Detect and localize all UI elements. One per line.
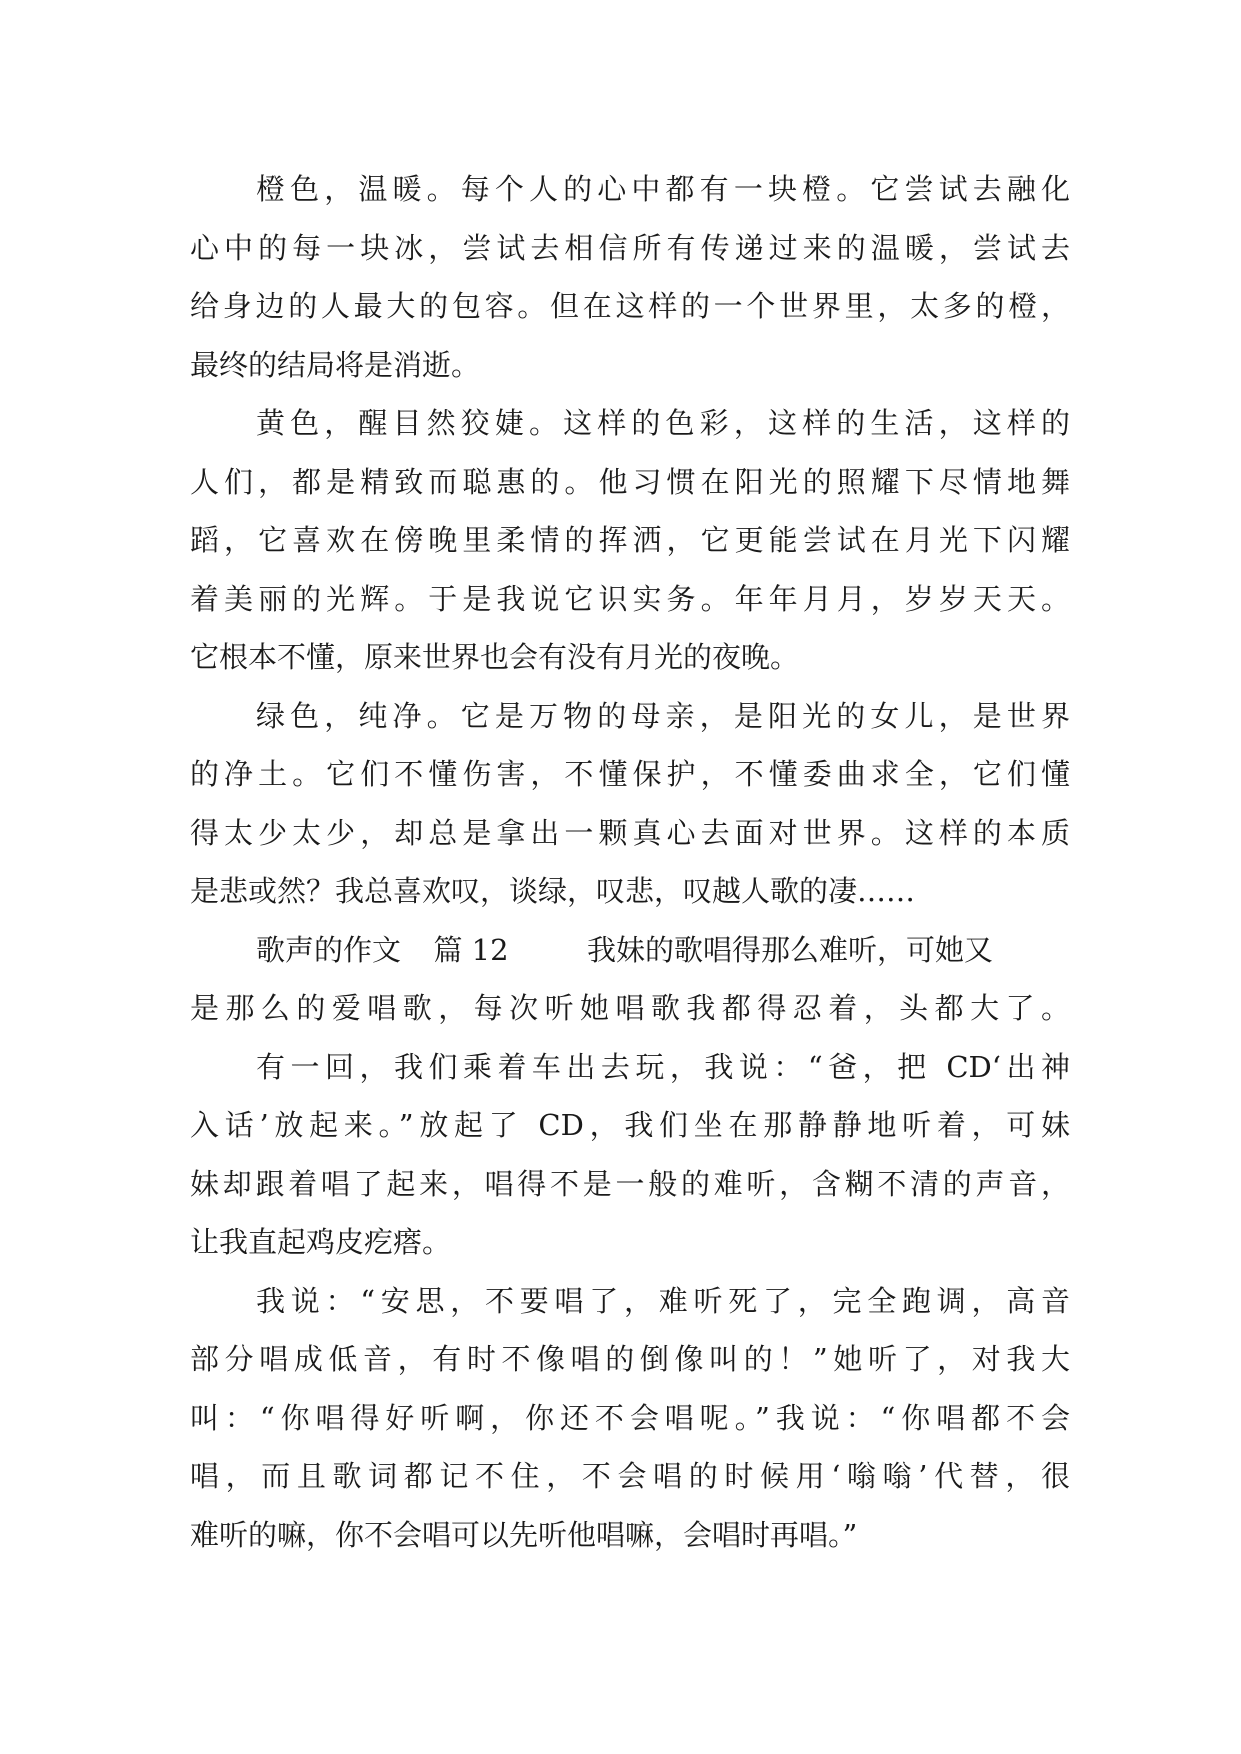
text-line: 最终的结局将是消逝。 [190,347,481,382]
text-line: 橙色，温暖。每个人的心中都有一块橙。它尝试去融化 [256,172,1070,206]
document-body [190,160,1070,1564]
section-first-text: 我妹的歌唱得那么难听，可她又 [587,932,994,967]
text-line: 的净土。它们不懂伤害，不懂保护，不懂委曲求全，它们懂 [190,757,1070,791]
text-line: 它根本不懂，原来世界也会有没有月光的夜晚。 [190,640,800,674]
section-title: 歌声的作文 [256,932,402,967]
text-line: 叫：“你唱得好听啊，你还不会唱呢。”我说：“你唱都不会 [190,1400,1070,1435]
section-number: 篇 12 [433,932,509,967]
text-line: 着美丽的光辉。于是我说它识实务。年年月月，岁岁天天。 [190,581,1070,616]
text-line: 妹却跟着唱了起来，唱得不是一般的难听，含糊不清的声音， [190,1166,1070,1201]
text-line: 是悲或然？我总喜欢叹，谈绿，叹悲，叹越人歌的凄…… [190,874,916,908]
text-line: 唱，而且歌词都记不住，不会唱的时候用‘嗡嗡’代替，很 [190,1459,1070,1493]
text-line: 是那么的爱唱歌，每次听她唱歌我都得忍着，头都大了。 [190,991,1070,1025]
section-heading-line [190,921,1070,980]
text-line: 人们，都是精致而聪惠的。他习惯在阳光的照耀下尽情地舞 [190,464,1070,499]
text-line: 得太少太少，却总是拿出一颗真心去面对世界。这样的本质 [190,815,1070,850]
text-line: 给身边的人最大的包容。但在这样的一个世界里，太多的橙， [190,289,1070,323]
text-line: 难听的嘛，你不会唱可以先听他唱嘛，会唱时再唱。” [190,1517,858,1552]
text-line: 蹈，它喜欢在傍晚里柔情的挥洒，它更能尝试在月光下闪耀 [190,523,1070,557]
text-line: 我说：“安思，不要唱了，难听死了，完全跑调，高音 [256,1283,1070,1318]
text-line: 让我直起鸡皮疙瘩。 [190,1225,452,1259]
text-line: 有一回，我们乘着车出去玩，我说：“爸，把 CD‘出神 [256,1049,1070,1084]
text-line: 心中的每一块冰，尝试去相信所有传递过来的温暖，尝试去 [190,230,1070,265]
text-line: 黄色，醒目然狡婕。这样的色彩，这样的生活，这样的 [256,406,1070,440]
text-line: 入话’放起来。”放起了 CD，我们坐在那静静地听着，可妹 [190,1108,1070,1142]
text-line: 部分唱成低音，有时不像唱的倒像叫的！”她听了，对我大 [190,1342,1070,1376]
text-line: 绿色，纯净。它是万物的母亲，是阳光的女儿，是世界 [256,698,1070,733]
